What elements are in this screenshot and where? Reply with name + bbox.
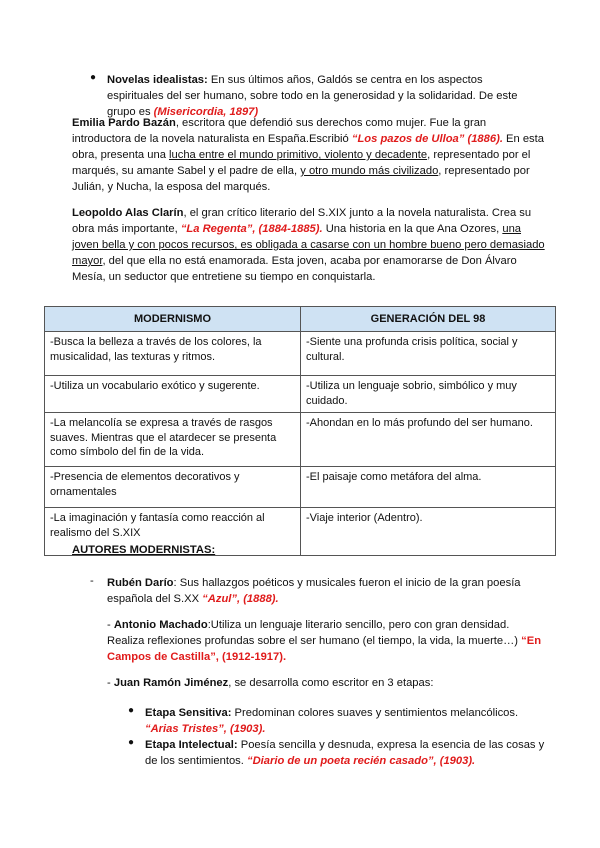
table-cell: -Ahondan en lo más profundo del ser humano. [301, 413, 556, 467]
header-generacion-98: GENERACIÓN DEL 98 [301, 307, 556, 332]
arias-tristes-work: “Arias Tristes”, (1903). [145, 723, 266, 735]
table-cell: -Busca la belleza a través de los colores, la musicalidad, las texturas y ritmos. [45, 332, 301, 376]
emilia-work: “Los pazos de Ulloa” (1886). [351, 133, 503, 145]
table-cell: -La imaginación y fantasía como reacción al realismo del S.XIX [45, 508, 301, 556]
leopoldo-alas-clarin-paragraph: Leopoldo Alas Clarín, el gran crítico literario del S.XIX junto a la novela naturalista. Crea su obra más importante, “La Regenta”, (1884-1885). Una historia en la que Ana Ozores, una joven bella y con pocos recursos, es obligada a casarse con un hombre bueno pero demasiado mayor, del que ella no está enamorada. Esta joven, acaba por enamorarse de Don Álvaro Mesía, un seductor que entretiene su tiempo en conquistarla. [72, 207, 545, 283]
ruben-work: “Azul”, (1888). [202, 593, 279, 605]
machado-name: Antonio Machado [113, 619, 208, 631]
antonio-machado-paragraph: - Antonio Machado:Utiliza un lenguaje literario sencillo, pero con gran densidad. Realiza reflexiones profundas sobre el ser humano (el tiempo, la vida, la muerte…) “En Campos de Castilla”, (1912-1917). [107, 619, 542, 663]
table-cell: -Utiliza un lenguaje sobrio, simbólico y muy cuidado. [301, 376, 556, 413]
comparison-table [44, 306, 556, 556]
etapa-sensitiva-item: Etapa Sensitiva: Predominan colores suaves y sentimientos melancólicos. “Arias Tristes”, (1903). [145, 707, 519, 735]
novelas-idealistas-paragraph: Novelas idealistas: En sus últimos años, Galdós se centra en los aspectos espirituales del ser humano, sobre todo en la generosidad y la solidaridad. De este grupo es (Misericordia, 1897) [107, 74, 518, 118]
bullet-icon: ● [128, 705, 135, 716]
juan-ramon-jimenez-paragraph: - Juan Ramón Jiménez, se desarrolla como escritor en 3 etapas: [107, 677, 434, 689]
table-row [45, 413, 556, 467]
table-header-row [45, 307, 556, 332]
table-row [45, 467, 556, 508]
table-cell: -Viaje interior (Adentro). [301, 508, 556, 556]
table-cell: -Presencia de elementos decorativos y ornamentales [45, 467, 301, 508]
table-row [45, 332, 556, 376]
table-cell: -Siente una profunda crisis política, social y cultural. [301, 332, 556, 376]
diario-poeta-work: “Diario de un poeta recién casado”, (1903). [246, 755, 476, 767]
jimenez-name: Juan Ramón Jiménez [113, 677, 229, 689]
ruben-name: Rubén Darío [107, 577, 174, 589]
table-cell: -La melancolía se expresa a través de rasgos suaves. Mientras que el atardecer se presenta como símbolo del fin de la vida. [45, 413, 301, 467]
leopoldo-work: “La Regenta”, (1884-1885). [180, 223, 323, 235]
machado-work: “En Campos de Castilla”, (1912-1917). [107, 635, 542, 663]
emilia-pardo-bazan-paragraph: Emilia Pardo Bazán, escritora que defendió sus derechos como mujer. Fue la gran introductora de la novela naturalista en España.Escribió “Los pazos de Ulloa” (1886). En esta obra, presenta una lucha entre el mundo primitivo, violento y decadente, representado por el marqués, su amante Sabel y el padre de ella, y otro mundo más civilizado, representado por Julián, y Nucha, la esposa del marqués. [72, 117, 544, 193]
ruben-dario-paragraph: Rubén Darío: Sus hallazgos poéticos y musicales fueron el inicio de la gran poesía española del S.XX “Azul”, (1888). [107, 577, 521, 605]
autores-modernistas-heading: AUTORES MODERNISTAS: [72, 544, 216, 556]
novelas-work: (Misericordia, 1897) [153, 106, 259, 118]
bullet-icon: ● [90, 72, 97, 83]
header-modernismo: MODERNISMO [45, 307, 301, 332]
novelas-label: Novelas idealistas: [107, 74, 208, 86]
emilia-name: Emilia Pardo Bazán [72, 117, 176, 129]
list-dash: - [90, 575, 94, 587]
table-cell: -Utiliza un vocabulario exótico y sugerente. [45, 376, 301, 413]
etapa-intelectual-item: Etapa Intelectual: Poesía sencilla y desnuda, expresa la esencia de las cosas y de los sentimientos. “Diario de un poeta recién casado”, (1903). [145, 739, 545, 767]
table-cell: -El paisaje como metáfora del alma. [301, 467, 556, 508]
table-row [45, 376, 556, 413]
bullet-icon: ● [128, 737, 135, 748]
leopoldo-name: Leopoldo Alas Clarín [72, 207, 184, 219]
